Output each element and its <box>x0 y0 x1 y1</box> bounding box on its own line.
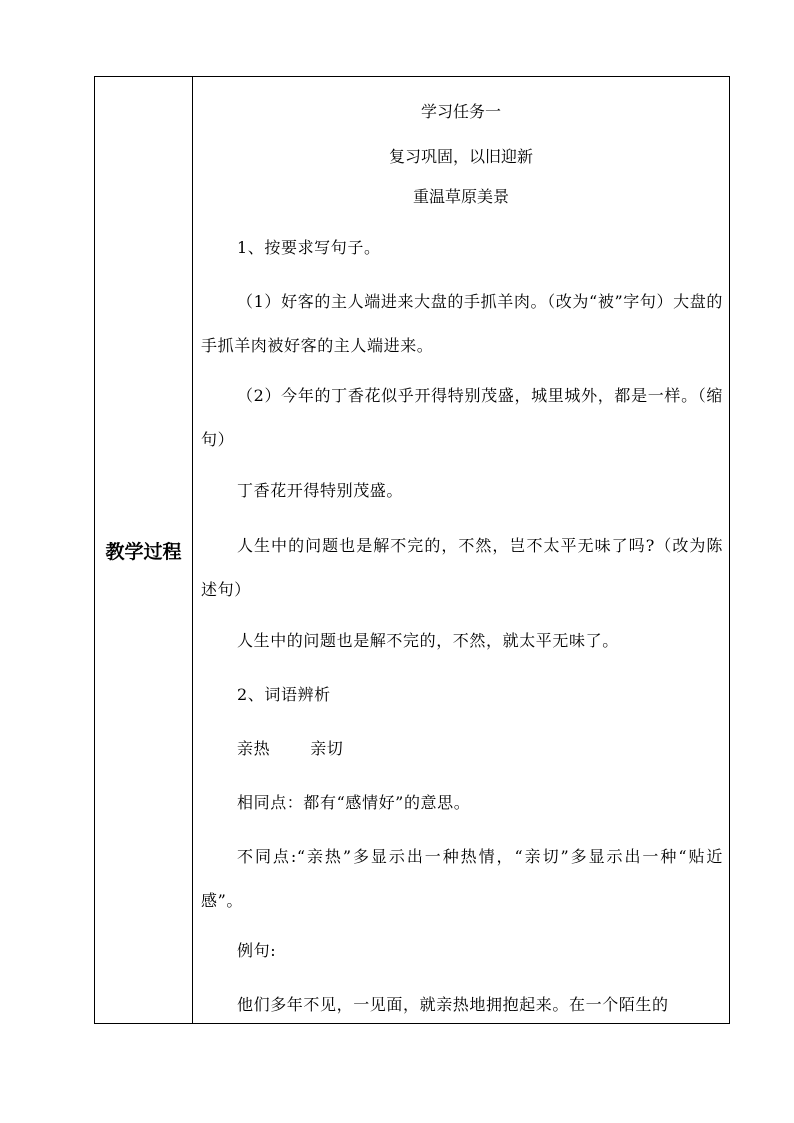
item1-sub3-answer: 人生中的问题也是解不完的，不然，就太平无味了。 <box>237 631 619 650</box>
same-point: 相同点：都有“感情好”的意思。 <box>237 793 471 812</box>
example-label: 例句: <box>237 941 277 960</box>
item1-title: 1、按要求写句子。 <box>237 238 381 257</box>
item1-sub2-answer: 丁香花开得特别茂盛。 <box>237 481 404 500</box>
row-label-cell <box>95 77 193 1023</box>
section-heading: 重温草原美景 <box>412 187 509 206</box>
row-label: 教学过程 <box>105 540 182 563</box>
word-pair <box>201 727 723 771</box>
lesson-table <box>94 76 730 1024</box>
item1-sub2: （2）今年的丁香花似乎开得特别茂盛，城里城外，都是一样。（缩句） <box>201 386 723 449</box>
word-a: 亲热 <box>237 739 271 758</box>
example-sentence: 他们多年不见，一见面，就亲热地拥抱起来。在一个陌生的 <box>237 995 669 1014</box>
task-heading: 学习任务一 <box>420 102 501 121</box>
item2-title: 2、词语辨析 <box>237 685 331 704</box>
item1-sub3: 人生中的问题也是解不完的，不然，岂不太平无味了吗?（改为陈述句） <box>201 536 723 599</box>
subtitle-heading: 复习巩固，以旧迎新 <box>388 147 533 166</box>
word-b: 亲切 <box>310 739 344 758</box>
diff-point: 不同点:“亲热”多显示出一种热情，“亲切”多显示出一种“贴近感”。 <box>201 847 723 910</box>
content-cell <box>193 77 729 1023</box>
item1-sub1: （1）好客的主人端进来大盘的手抓羊肉。（改为“被”字句）大盘的手抓羊肉被好客的主人端进来。 <box>201 292 723 355</box>
